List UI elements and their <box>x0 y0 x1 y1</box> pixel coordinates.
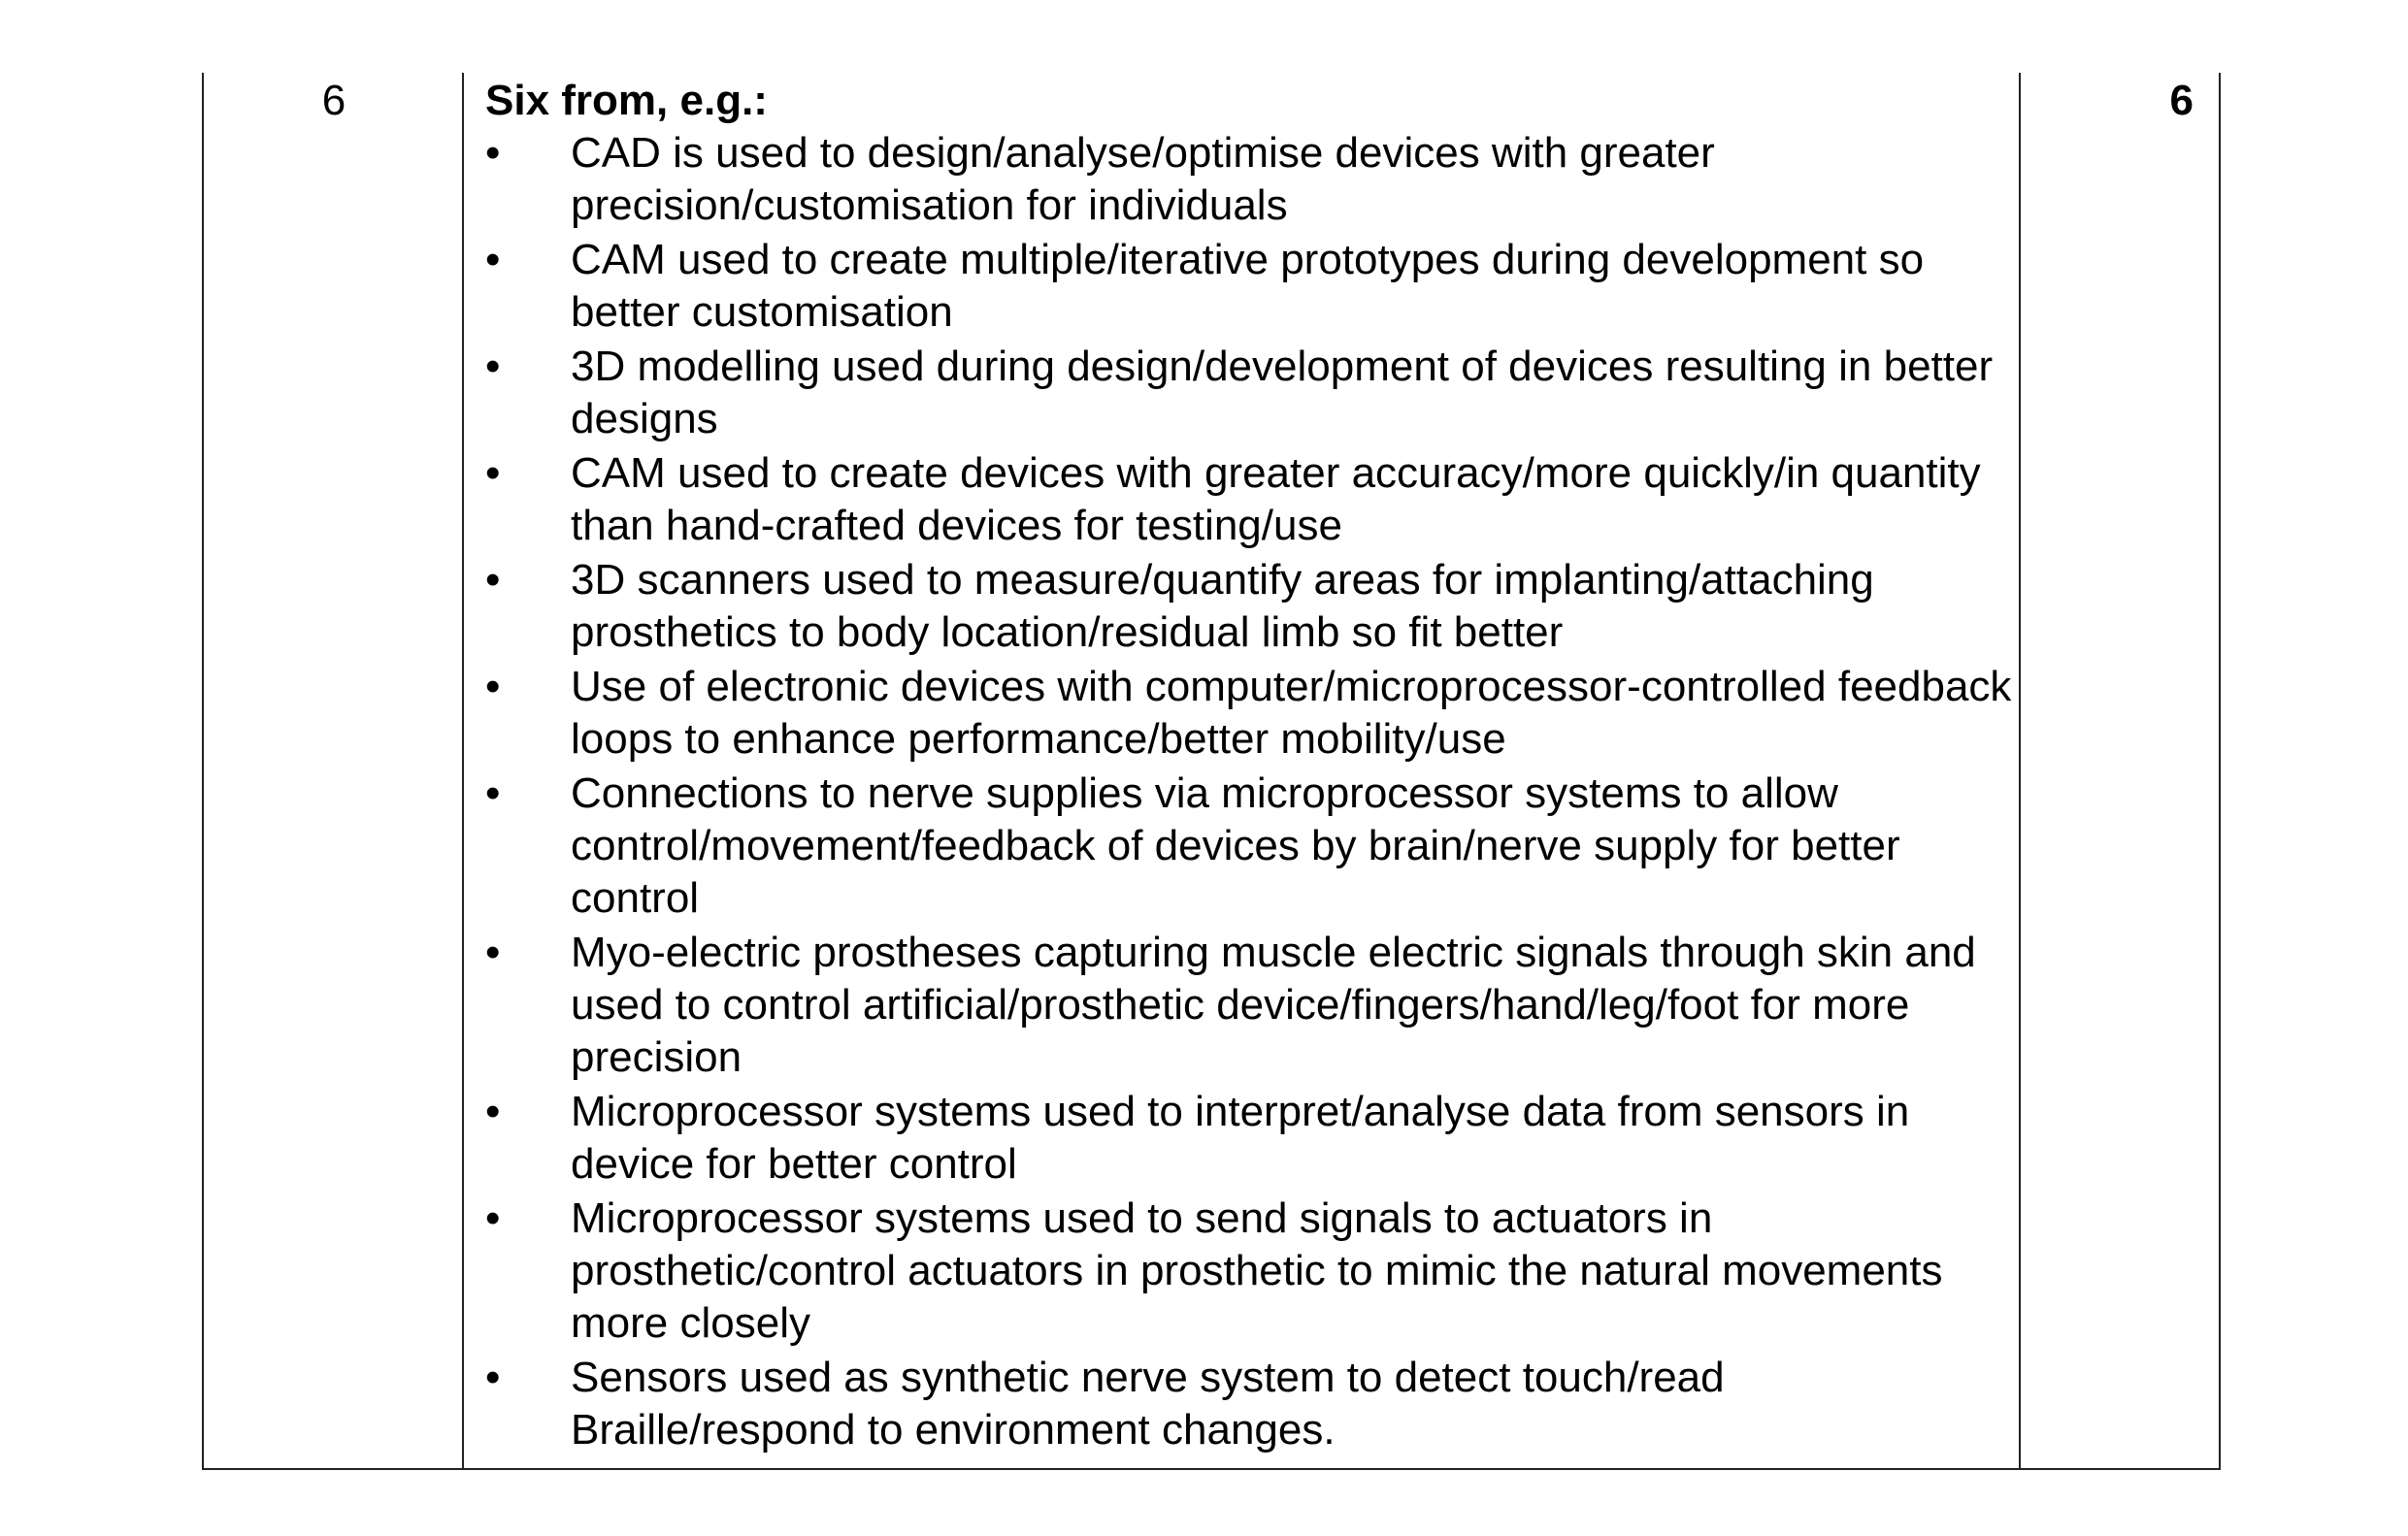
answer-intro: Six from, e.g.: <box>485 77 768 124</box>
list-item <box>485 127 2019 232</box>
list-item <box>485 234 2019 339</box>
bullet-icon: • <box>485 556 501 604</box>
list-item <box>485 927 2019 1084</box>
bullet-icon: • <box>485 129 501 177</box>
point-text: 3D scanners used to measure/quantify areas for implanting/attaching prosthetics to body location/residual limb so fit better <box>571 556 1874 656</box>
point-text: Use of electronic devices with computer/microprocessor-controlled feedback loops to enhance performance/better mobility/use <box>571 663 2012 763</box>
list-item <box>485 341 2019 445</box>
list-item <box>485 1352 2019 1456</box>
question-number: 6 <box>321 77 346 124</box>
point-text: CAD is used to design/analyse/optimise devices with greater precision/customisation for individuals <box>571 129 1715 229</box>
list-item <box>485 447 2019 552</box>
bullet-icon: • <box>485 769 501 817</box>
marks-value: 6 <box>2169 77 2194 124</box>
answer-points-list <box>485 127 2019 1456</box>
list-item <box>485 554 2019 659</box>
point-text: 3D modelling used during design/development of devices resulting in better designs <box>571 343 1994 442</box>
point-text: Connections to nerve supplies via microprocessor systems to allow control/movement/feedback of devices by brain/nerve supply for better control <box>571 769 1900 922</box>
bullet-icon: • <box>485 343 501 390</box>
bullet-icon: • <box>485 663 501 710</box>
point-text: Sensors used as synthetic nerve system to detect touch/read Braille/respond to environment changes. <box>571 1354 1725 1454</box>
bullet-icon: • <box>485 1354 501 1401</box>
list-item <box>485 1193 2019 1350</box>
list-item <box>485 768 2019 925</box>
bullet-icon: • <box>485 449 501 497</box>
bullet-icon: • <box>485 929 501 976</box>
column-divider-marks <box>2019 73 2021 1468</box>
point-text: CAM used to create devices with greater accuracy/more quickly/in quantity than hand-crafted devices for testing/use <box>571 449 1981 549</box>
bullet-icon: • <box>485 1088 501 1135</box>
mark-scheme-table <box>202 73 2221 1470</box>
column-divider-question <box>462 73 464 1468</box>
point-text: Myo-electric prostheses capturing muscle electric signals through skin and used to control artificial/prosthetic device/fingers/hand/leg/foot for more precision <box>571 929 1976 1081</box>
bullet-icon: • <box>485 236 501 283</box>
list-item <box>485 1086 2019 1191</box>
point-text: Microprocessor systems used to interpret/analyse data from sensors in device for better control <box>571 1088 1910 1188</box>
point-text: Microprocessor systems used to send signals to actuators in prosthetic/control actuators in prosthetic to mimic the natural movements more closely <box>571 1194 1943 1347</box>
answer-cell <box>485 73 2019 1456</box>
bullet-icon: • <box>485 1194 501 1242</box>
point-text: CAM used to create multiple/iterative prototypes during development so better customisation <box>571 236 1925 336</box>
list-item <box>485 661 2019 766</box>
